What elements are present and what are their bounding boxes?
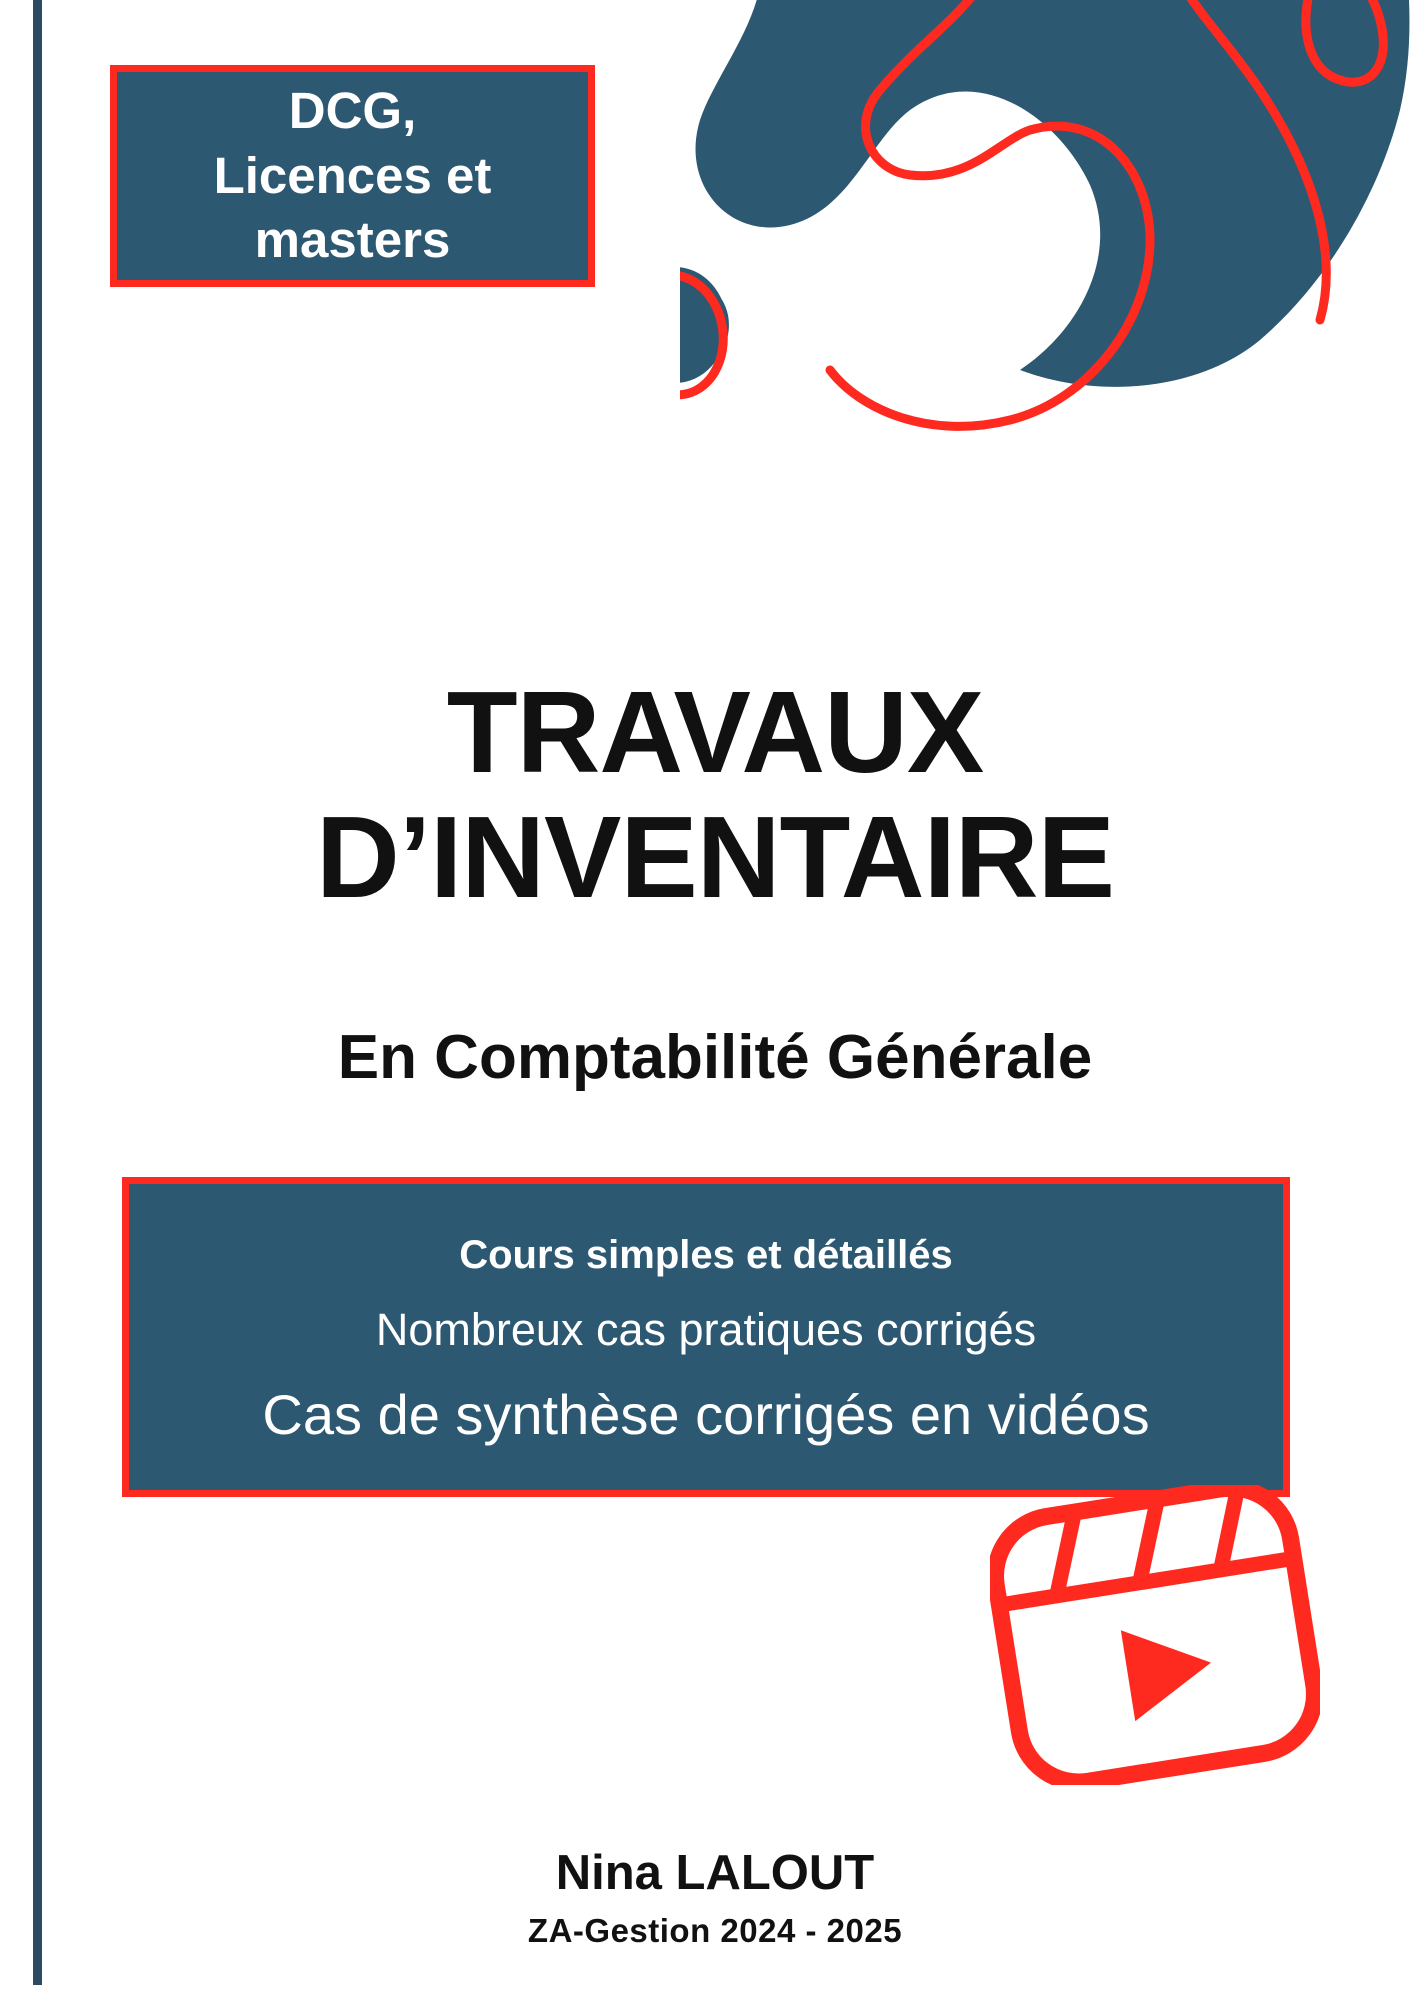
title-line-1: TRAVAUX [446,667,984,797]
badge-line-3: masters [254,211,451,269]
audience-badge [110,65,595,287]
imprint-line: ZA-Gestion 2024 - 2025 [527,1912,903,1949]
badge-line-2: Licences et [213,146,492,204]
decorative-blob-shape [680,0,1414,570]
author-name: Nina LALOUT [555,1846,875,1900]
page-title [60,667,1370,923]
feature-item-1: Cours simples et détaillés [459,1233,953,1277]
left-vertical-rule [33,0,42,1985]
feature-item-3: Cas de synthèse corrigés en vidéos [262,1383,1150,1446]
features-box [122,1177,1290,1497]
video-play-icon [990,1485,1320,1785]
badge-line-1: DCG, [288,81,417,139]
page-subtitle: En Comptabilité Générale [337,1023,1093,1092]
title-line-2: D’INVENTAIRE [316,792,1114,923]
feature-item-2: Nombreux cas pratiques corrigés [375,1304,1037,1355]
